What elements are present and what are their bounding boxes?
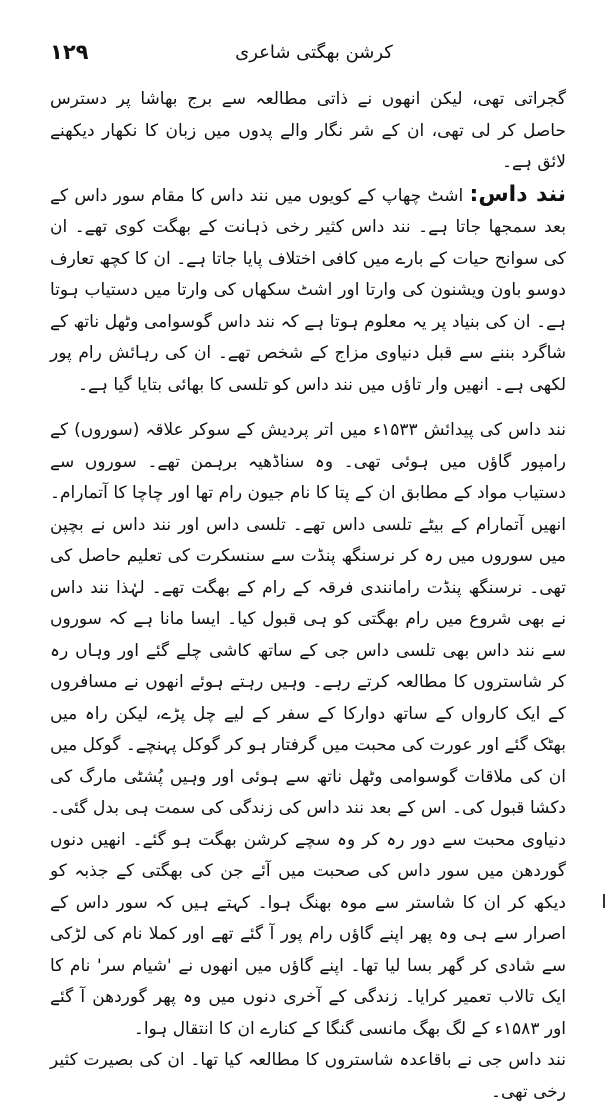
- body-text: [50, 84, 566, 1108]
- page-number: ۱۲۹: [50, 40, 89, 64]
- paragraph-biography: [50, 415, 566, 1045]
- paragraph-intro-text: گجراتی تھی، لیکن انھوں نے ذاتی مطالعہ سے برج بھاشا پر دسترس حاصل کر لی تھی، ان کے شر نگار والے پدوں میں زبان کا نکھار دیکھنے لائق ہے۔: [50, 89, 566, 172]
- margin-mark: [603, 894, 605, 908]
- paragraph-biography-text: نند داس کی پیدائش ۱۵۳۳ء میں اتر پردیش کے سوکر علاقہ (سوروں) کے رامپور گاؤں میں ہوئی تھی۔ وہ سناڈھیہ برہمن تھے۔ سوروں سے دستیاب مواد کے مطابق ان کے پتا کا نام جیون رام تھا اور چاچا کا آتمارام۔ انھیں آتمارام کے بیٹے تلسی داس تھے۔ تلسی داس اور نند داس نے بچپن میں سوروں میں رہ کر نرسنگھ پنڈت سے سنسکرت کی تعلیم حاصل کی تھی۔ نرسنگھ پنڈت رامانندی فرقہ کے رام کے بھگت تھے۔ لہٰذا نند داس نے بھی شروع میں رام بھگتی کو ہی قبول کیا۔ ایسا مانا ہے کہ سوروں سے نند داس بھی تلسی داس جی کے ساتھ کاشی چلے گئے اور وہاں رہ کر شاستروں کا مطالعہ کرتے رہے۔ وہیں رہتے ہوئے انھوں نے مسافروں کے ایک کارواں کے ساتھ دوارکا کے سفر کے لیے چل پڑے، لیکن راہ میں بھٹک گئے اور عورت کی محبت میں گرفتار ہو کر گوکل پہنچے۔ گوکل میں ان کی ملاقات گوسوامی وٹھل ناتھ سے ہوئی اور وہیں پُشٹی مارگ کی دکشا قبول کی۔ اس کے بعد نند داس کی زندگی کی سمت ہی بدل گئی۔ دنیاوی محبت سے دور رہ کر وہ سچے کرشن بھگت ہو گئے۔ انھیں دنوں گوردھن میں سور داس کی صحبت میں آئے جن کی بھگتی کے جذبہ کو دیکھ کر ان کا شاستر سے موہ بھنگ ہوا۔ کہتے ہیں کہ سور داس کے اصرار سے ہی وہ پھر اپنے گاؤں رام پور آ گئے تھے اور کملا نام کی لڑکی سے شادی کر گھر بسا لیا تھا۔ اپنے گاؤں میں انھوں نے 'شیام سر' نام کا ایک تالاب تعمیر کرایا۔ زندگی کے آخری دنوں میں وہ پھر گوردھن آ گئے اور ۱۵۸۳ء کے لگ بھگ مانسی گنگا کے کنارے ان کا انتقال ہوا۔: [50, 420, 566, 1039]
- paragraph-nanddas-text: اشٹ چھاپ کے کویوں میں نند داس کا مقام سور داس کے بعد سمجھا جاتا ہے۔ نند داس کثیر رخی ذہانت کے بھگت کوی تھے۔ ان کی سوانح حیات کے بارے میں کافی اختلاف پایا جاتا ہے۔ ان کا کچھ تعارف دوسو باون ویشنون کی وارتا اور اشٹ سکھاں کی وارتا میں دستیاب ہوتا ہے۔ ان کی بنیاد پر یہ معلوم ہوتا ہے کہ نند داس گوسوامی وٹھل ناتھ کے شاگرد بننے سے قبل دنیاوی مزاج کے شخص تھے۔ ان کی رہائش رام پور لکھی ہے۔ انھیں وار تاؤں میں نند داس کو تلسی کا بھائی بتایا گیا ہے۔: [50, 185, 566, 395]
- page-header: [50, 38, 578, 68]
- paragraph-closing: [50, 1045, 566, 1108]
- running-title: کرشن بھگتی شاعری: [235, 42, 393, 63]
- paragraph-closing-text: نند داس جی نے باقاعدہ شاستروں کا مطالعہ کیا تھا۔ ان کی بصیرت کثیر رخی تھی۔: [50, 1050, 566, 1102]
- paragraph-nanddas-section: [50, 179, 566, 402]
- paragraph-intro: [50, 84, 566, 179]
- section-heading: نند داس:: [469, 181, 566, 207]
